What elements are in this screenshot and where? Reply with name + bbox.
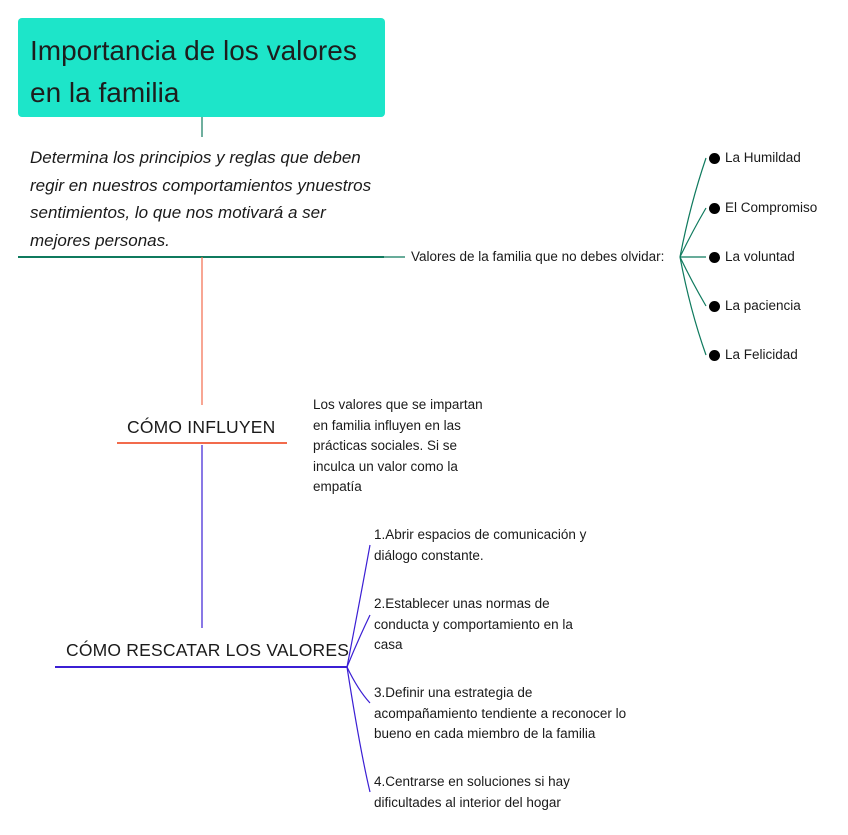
valores-item (709, 248, 795, 266)
title-box (18, 18, 385, 117)
valores-item-label: La Felicidad (725, 347, 798, 362)
valores-item (709, 149, 801, 167)
valores-fan (680, 158, 706, 355)
rescatar-fan (347, 545, 370, 792)
title: Importancia de los valores en la familia (30, 35, 357, 108)
valores-item-label: La voluntad (725, 249, 795, 264)
bullet-dot-icon (709, 153, 720, 164)
valores-item (709, 346, 798, 364)
influyen-text: Los valores que se impartan en familia influyen en las prácticas sociales. Si se inculca un valor como la empatía (313, 397, 483, 494)
rescatar-heading: CÓMO RESCATAR LOS VALORES (66, 640, 350, 660)
influyen-heading: CÓMO INFLUYEN (127, 417, 276, 437)
valores-item (709, 297, 801, 315)
bullet-dot-icon (709, 252, 720, 263)
rescatar-item: 2.Establecer unas normas de conducta y comportamiento en la casa (374, 596, 573, 652)
bullet-dot-icon (709, 203, 720, 214)
bullet-dot-icon (709, 350, 720, 361)
rescatar-item: 4.Centrarse en soluciones si hay dificultades al interior del hogar (374, 774, 570, 810)
valores-item-label: El Compromiso (725, 200, 818, 215)
intro-text: Determina los principios y reglas que deben regir en nuestros comportamientos ynuestros sentimientos, lo que nos motivará a ser mejores personas. (30, 148, 372, 250)
valores-item-label: La Humildad (725, 150, 801, 165)
rescatar-item: 3.Definir una estrategia de acompañamiento tendiente a reconocer lo bueno en cada miembro de la familia (374, 685, 627, 741)
valores-item (709, 199, 817, 217)
valores-item-label: La paciencia (725, 298, 801, 313)
valores-label: Valores de la familia que no debes olvidar: (411, 249, 665, 264)
bullet-dot-icon (709, 301, 720, 312)
rescatar-item: 1.Abrir espacios de comunicación y diálogo constante. (374, 527, 587, 563)
